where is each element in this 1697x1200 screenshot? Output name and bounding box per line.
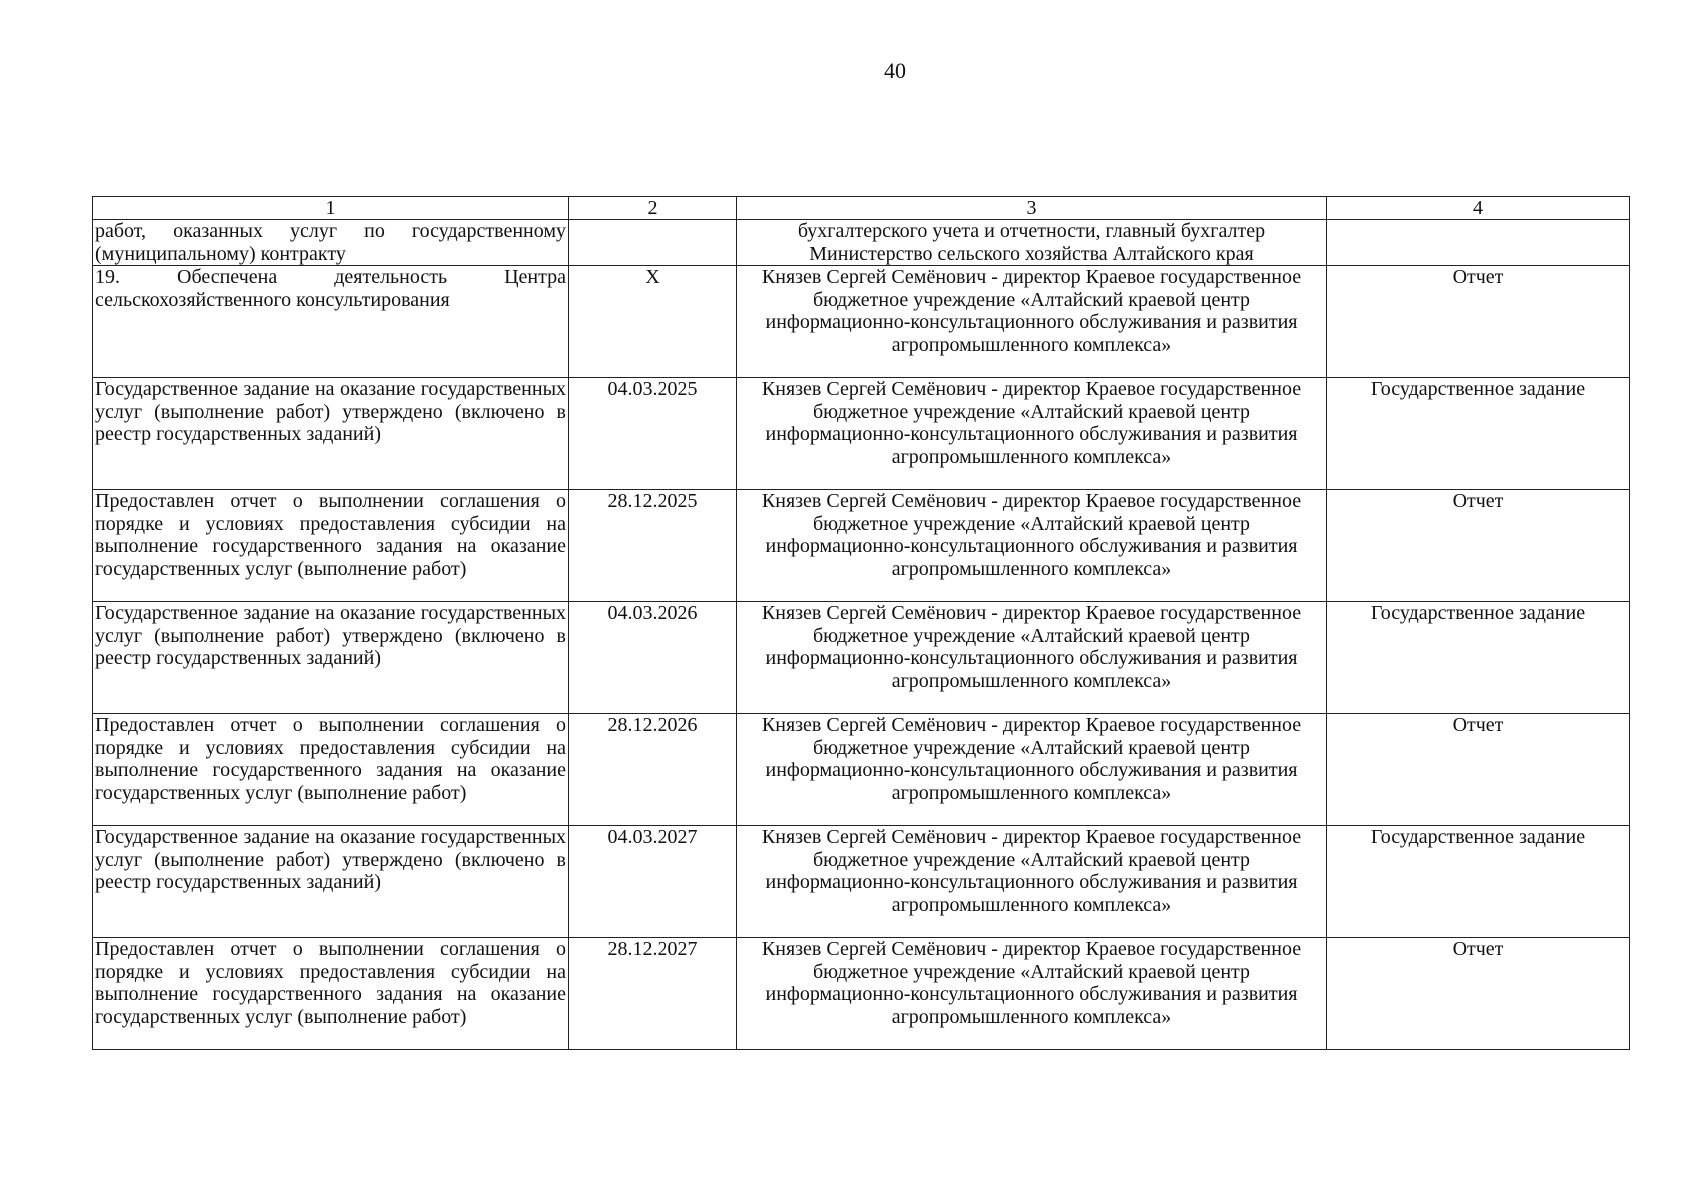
responsible-person: Князев Сергей Семёнович - директор Краевое государственное бюджетное учреждение «Алтайский краевой центр информационно-консультационного обслуживания и развития агропромышленного комплекса»: [737, 938, 1327, 1050]
document-type: Государственное задание: [1327, 826, 1630, 938]
column-header: 1: [93, 197, 569, 220]
column-header: 2: [569, 197, 737, 220]
event-description: Предоставлен отчет о выполнении соглашения о порядке и условиях предоставления субсидии на выполнение государственного задания на оказание государственных услуг (выполнение работ): [93, 490, 569, 602]
event-description: Предоставлен отчет о выполнении соглашения о порядке и условиях предоставления субсидии на выполнение государственного задания на оказание государственных услуг (выполнение работ): [93, 714, 569, 826]
responsible-person: Князев Сергей Семёнович - директор Краевое государственное бюджетное учреждение «Алтайский краевой центр информационно-консультационного обслуживания и развития агропромышленного комплекса»: [737, 826, 1327, 938]
table-row: [93, 938, 1630, 1050]
table-header-row: [93, 197, 1630, 220]
table-row: [93, 602, 1630, 714]
page-number: 40: [884, 58, 906, 83]
table-row: [93, 826, 1630, 938]
event-date: 04.03.2025: [569, 378, 737, 490]
event-date: Х: [569, 266, 737, 378]
responsible-person: Князев Сергей Семёнович - директор Краевое государственное бюджетное учреждение «Алтайский краевой центр информационно-консультационного обслуживания и развития агропромышленного комплекса»: [737, 714, 1327, 826]
event-description: Государственное задание на оказание государственных услуг (выполнение работ) утверждено (включено в реестр государственных заданий): [93, 602, 569, 714]
responsible-person: Князев Сергей Семёнович - директор Краевое государственное бюджетное учреждение «Алтайский краевой центр информационно-консультационного обслуживания и развития агропромышленного комплекса»: [737, 378, 1327, 490]
event-date: 28.12.2027: [569, 938, 737, 1050]
document-type: Отчет: [1327, 714, 1630, 826]
column-header: 4: [1327, 197, 1630, 220]
table-row: [93, 220, 1630, 266]
table-row: [93, 714, 1630, 826]
table-row: [93, 490, 1630, 602]
responsible-person: Князев Сергей Семёнович - директор Краевое государственное бюджетное учреждение «Алтайский краевой центр информационно-консультационного обслуживания и развития агропромышленного комплекса»: [737, 266, 1327, 378]
document-type: Отчет: [1327, 490, 1630, 602]
responsible-person: бухгалтерского учета и отчетности, главный бухгалтер Министерство сельского хозяйства Алтайского края: [737, 220, 1327, 266]
document-type: Государственное задание: [1327, 378, 1630, 490]
document-type: Государственное задание: [1327, 602, 1630, 714]
event-date: 28.12.2025: [569, 490, 737, 602]
table-row: [93, 378, 1630, 490]
schedule-table: [92, 196, 1630, 1050]
event-date: 04.03.2026: [569, 602, 737, 714]
event-description: работ, оказанных услуг по государственному (муниципальному) контракту: [93, 220, 569, 266]
event-date: [569, 220, 737, 266]
column-header: 3: [737, 197, 1327, 220]
document-type: Отчет: [1327, 266, 1630, 378]
event-description: Государственное задание на оказание государственных услуг (выполнение работ) утверждено (включено в реестр государственных заданий): [93, 826, 569, 938]
responsible-person: Князев Сергей Семёнович - директор Краевое государственное бюджетное учреждение «Алтайский краевой центр информационно-консультационного обслуживания и развития агропромышленного комплекса»: [737, 490, 1327, 602]
document-type: Отчет: [1327, 938, 1630, 1050]
event-description: Государственное задание на оказание государственных услуг (выполнение работ) утверждено (включено в реестр государственных заданий): [93, 378, 569, 490]
table-row: [93, 266, 1630, 378]
document-type: [1327, 220, 1630, 266]
event-description: Предоставлен отчет о выполнении соглашения о порядке и условиях предоставления субсидии на выполнение государственного задания на оказание государственных услуг (выполнение работ): [93, 938, 569, 1050]
event-date: 04.03.2027: [569, 826, 737, 938]
event-description: 19. Обеспечена деятельность Центра сельскохозяйственного консультирования: [93, 266, 569, 378]
responsible-person: Князев Сергей Семёнович - директор Краевое государственное бюджетное учреждение «Алтайский краевой центр информационно-консультационного обслуживания и развития агропромышленного комплекса»: [737, 602, 1327, 714]
event-date: 28.12.2026: [569, 714, 737, 826]
